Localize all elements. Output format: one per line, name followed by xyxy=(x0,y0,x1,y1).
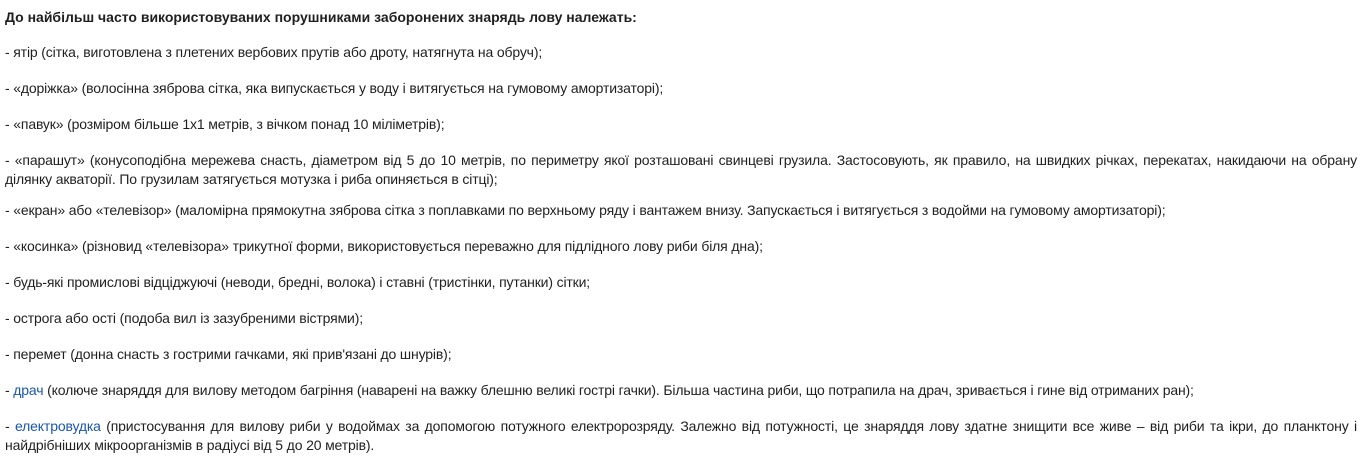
list-item-peremet xyxy=(5,345,1357,364)
list-item-drach xyxy=(5,381,1357,400)
list-item-yatir xyxy=(5,43,1357,62)
list-item-pavuk xyxy=(5,115,1357,134)
list-item-text: (колюче знаряддя для вилову методом багріння (наварені на важку блешню великі гострі гачки). Більша частина риби, що потрапила на драч, зривається і гине від отриманих ран); xyxy=(43,382,1194,398)
list-item-text: - острога або ості (подоба вил із зазубреними вістрями); xyxy=(5,310,363,326)
list-item-text: - «павук» (розміром більше 1х1 метрів, з вічком понад 10 міліметрів); xyxy=(5,116,445,132)
list-item-kosynka xyxy=(5,237,1357,256)
list-item-elektrovudka xyxy=(5,417,1357,455)
list-item-text: - ятір (сітка, виготовлена з плетених вербових прутів або дроту, натягнута на обруч); xyxy=(5,44,543,60)
list-item-text: (пристосування для вилову риби у водоймах за допомогою потужного електророзряду. Залежно від потужності, це знаряддя лову здатне знищити все живе – від риби та ікри, до планктону і найдрібніших мікроорганізмів в радіусі від 5 до 20 метрів). xyxy=(5,418,1357,453)
list-item-text: - «екран» або «телевізор» (маломірна прямокутна зяброва сітка з поплавками по верхньому ряду і вантажем внизу. Запускається і витягується з водойми на гумовому амортизаторі); xyxy=(5,202,1166,218)
list-item-text: - «косинка» (різновид «телевізора» трикутної форми, використовується переважно для підлідного лову риби біля дна); xyxy=(5,238,763,254)
list-item-text: - будь-які промислові відціджуючі (неводи, бредні, волока) і ставні (тристінки, путанки) сітки; xyxy=(5,274,591,290)
list-item-text: - перемет (донна снасть з гострими гачками, які прив'язані до шнурів); xyxy=(5,346,452,362)
list-item-prefix: - xyxy=(5,382,14,398)
list-item-ekran xyxy=(5,201,1357,220)
list-item-dorizhka xyxy=(5,79,1357,98)
elektrovudka-link[interactable]: електровудка xyxy=(14,418,101,434)
list-item-ostroha xyxy=(5,309,1357,328)
section-heading: До найбільш часто використовуваних порушниками заборонених знарядь лову належать: xyxy=(5,9,637,25)
list-item-text: - «доріжка» (волосінна зяброва сітка, яка випускається у воду і витягується на гумовому амортизаторі); xyxy=(5,80,664,96)
list-item-nets xyxy=(5,273,1357,292)
drach-link[interactable]: драч xyxy=(13,382,44,398)
list-item-text: - «парашут» (конусоподібна мережева снасть, діаметром від 5 до 10 метрів, по периметру якої розташовані свинцеві грузила. Застосовують, як правило, на швидких річках, перекатах, накидаючи на обрану ділянку акваторії. По грузилам затягується мотузка і риба опиняється в сітці); xyxy=(5,152,1357,187)
list-item-prefix: - xyxy=(5,418,15,434)
list-item-parashut xyxy=(5,151,1357,189)
